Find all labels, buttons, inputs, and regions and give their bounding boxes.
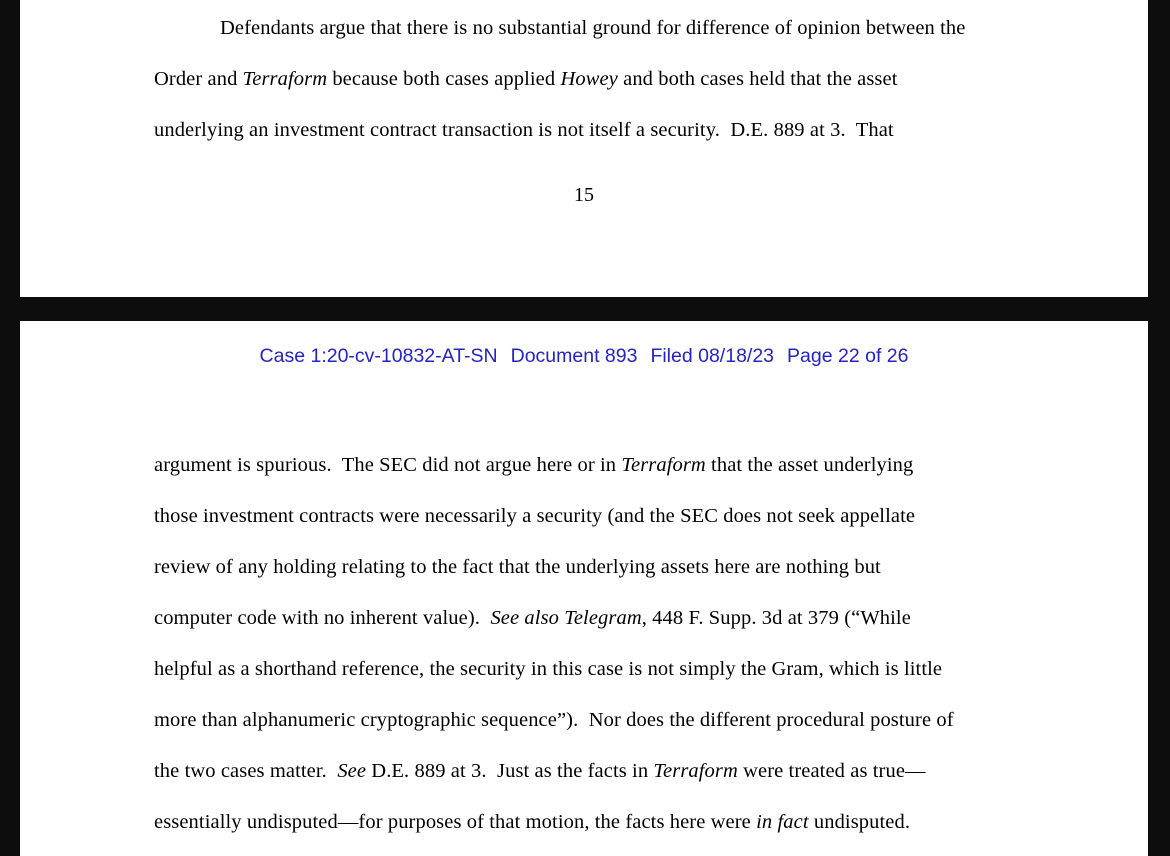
document-page-22 <box>20 321 1148 856</box>
body-line: argument is spurious. The SEC did not argue here or in Terraform that the asset underlying <box>154 454 914 476</box>
body-line: essentially undisputed—for purposes of that motion, the facts here were in fact undisputed. <box>154 811 911 833</box>
body-line: the two cases matter. See D.E. 889 at 3. Just as the facts in Terraform were treated as true— <box>154 760 926 782</box>
body-line: more than alphanumeric cryptographic sequence”). Nor does the different procedural posture of <box>154 709 954 731</box>
document-number: Document 893 <box>510 345 638 367</box>
page-22-body <box>20 440 1148 848</box>
page-number: 15 <box>574 184 594 206</box>
body-line: Order and Terraform because both cases applied Howey and both cases held that the asset <box>154 68 898 90</box>
filed-date: Filed 08/18/23 <box>650 345 775 367</box>
body-line: Defendants argue that there is no substantial ground for difference of opinion between the <box>220 17 966 39</box>
body-line: underlying an investment contract transaction is not itself a security. D.E. 889 at 3. That <box>154 119 894 141</box>
body-line: review of any holding relating to the fact that the underlying assets here are nothing but <box>154 556 881 578</box>
case-number: Case 1:20-cv-10832-AT-SN <box>259 345 498 367</box>
document-page-15 <box>20 0 1148 297</box>
stamp-page-count: Page 22 of 26 <box>787 345 909 367</box>
body-line: helpful as a shorthand reference, the security in this case is not simply the Gram, which is little <box>154 658 943 680</box>
page-15-body <box>20 0 1148 156</box>
case-stamp-header <box>20 344 1148 368</box>
body-line: computer code with no inherent value). See also Telegram, 448 F. Supp. 3d at 379 (“While <box>154 607 911 629</box>
body-line: those investment contracts were necessarily a security (and the SEC does not seek appellate <box>154 505 916 527</box>
